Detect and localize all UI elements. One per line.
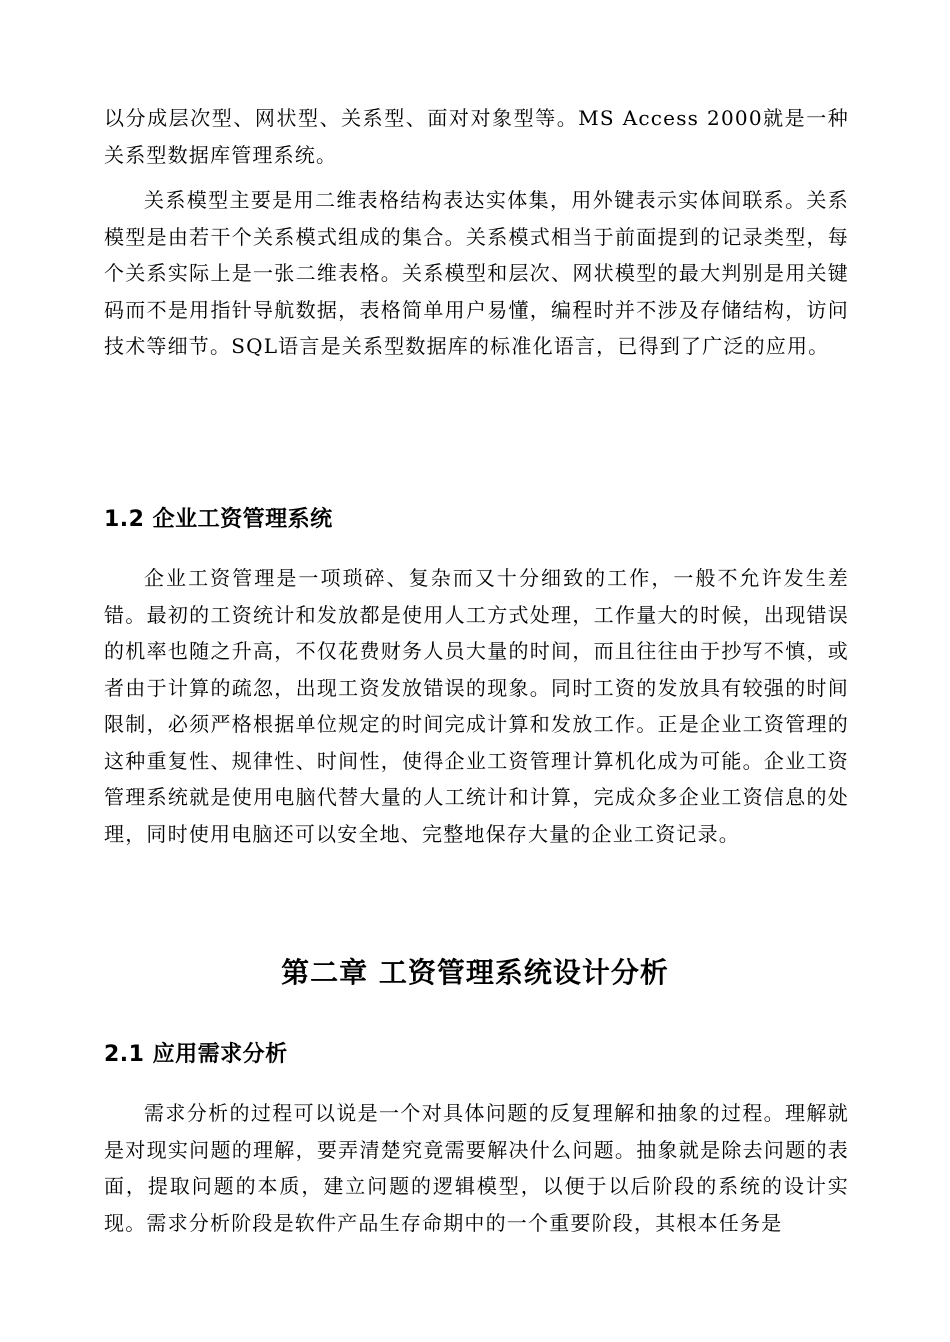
section-heading-2-1: 2.1 应用需求分析 <box>104 1042 288 1067</box>
section-heading-1-2: 1.2 企业工资管理系统 <box>104 507 333 532</box>
paragraph-salary-management: 企业工资管理是一项琐碎、复杂而又十分细致的工作，一般不允许发生差错。最初的工资统计和发放都是使用人工方式处理，工作量大的时候，出现错误的机率也随之升高，不仅花费财务人员大量的时间，而且往往由于抄写不慎，或者由于计算的疏忽，出现工资发放错误的现象。同时工资的发放具有较强的时间限制，必须严格根据单位规定的时间完成计算和发放工作。正是企业工资管理的这种重复性、规律性、时间性，使得企业工资管理计算机化成为可能。企业工资管理系统就是使用电脑代替大量的人工统计和计算，完成众多企业工资信息的处理，同时使用电脑还可以安全地、完整地保存大量的企业工资记录。 <box>104 566 849 846</box>
paragraph-relational-db-intro: 以分成层次型、网状型、关系型、面对对象型等。MS Access 2000就是一种关系型数据库管理系统。 <box>104 106 849 167</box>
paragraph-relational-model: 关系模型主要是用二维表格结构表达实体集，用外键表示实体间联系。关系模型是由若干个关系模式组成的集合。关系模式相当于前面提到的记录类型，每个关系实际上是一张二维表格。关系模型和层次、网状模型的最大判别是用关键码而不是用指针导航数据，表格简单用户易懂，编程时并不涉及存储结构，访问技术等细节。SQL语言是关系型数据库的标准化语言，已得到了广泛的应用。 <box>104 188 849 358</box>
paragraph-requirements-analysis: 需求分析的过程可以说是一个对具体问题的反复理解和抽象的过程。理解就是对现实问题的理解，要弄清楚究竟需要解决什么问题。抽象就是除去问题的表面，提取问题的本质，建立问题的逻辑模型，以便于以后阶段的系统的设计实现。需求分析阶段是软件产品生存命期中的一个重要阶段，其根本任务是 <box>104 1101 849 1235</box>
chapter-heading-2: 第二章 工资管理系统设计分析 <box>281 956 669 989</box>
